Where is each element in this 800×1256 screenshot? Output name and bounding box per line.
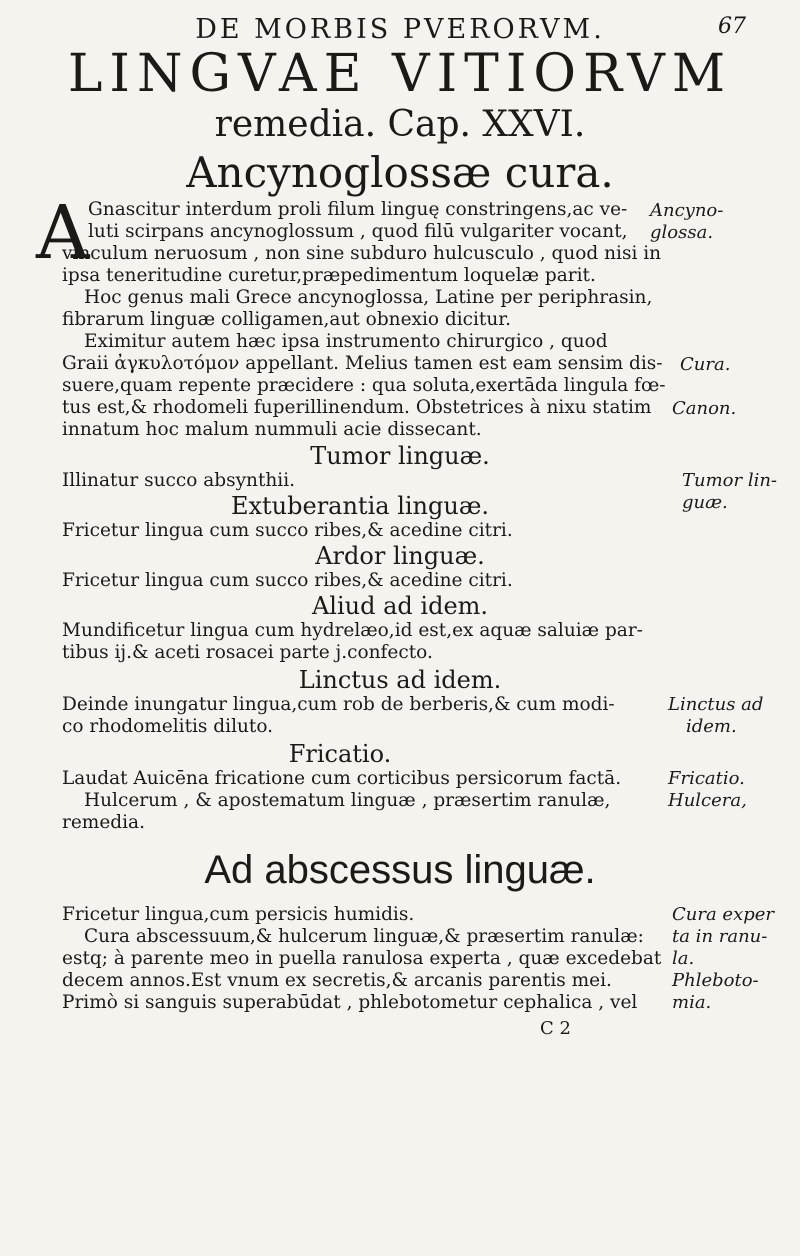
page-header [0,6,800,46]
text-line: Mundificetur lingua cum hydrelæo,id est,ex aquæ saluiæ par- [62,620,643,641]
subheading: Aliud ad idem. [311,592,489,620]
section-title: Ancynoglossæ cura. [186,148,614,197]
margin-note: glossa. [650,222,714,243]
margin-note: Cura exper [672,904,775,925]
text-line: Gnascitur interdum proli filum linguę constringens,ac ve- [88,199,628,220]
subheading-large: Ad abscessus linguæ. [204,848,596,892]
margin-note: Hulcera, [668,790,747,811]
text-line: Graii ἀγκυλοτόμον appellant. Melius tamen est eam sensim dis- [62,353,663,374]
margin-note: guæ. [682,492,728,513]
subheading: Fricatio. [288,740,392,768]
text-line: Illinatur succo absynthii. [62,470,296,491]
margin-note: mia. [672,992,712,1013]
chapter-subtitle: remedia. Cap. XXVI. [214,104,586,145]
text-line: Hoc genus mali Grece ancynoglossa, Latine per periphrasin, [84,287,653,308]
margin-note: Cura. [680,354,731,375]
subheading: Extuberantia linguæ. [230,492,490,520]
text-line: Primò si sanguis superabūdat , phlebotometur cephalica , vel [62,992,638,1013]
text-line: tibus ij.& aceti rosacei parte j.confecto. [62,642,433,663]
text-line: Fricetur lingua,cum persicis humidis. [62,904,415,925]
text-line: estq; à parente meo in puella ranulosa experta , quæ excedebat [62,948,662,969]
text-line: fibrarum linguæ colligamen,aut obnexio dicitur. [62,309,511,330]
drop-cap: A [36,190,90,276]
text-line: remedia. [62,812,145,833]
running-title: DE MORBIS PVERORVM. [195,14,605,45]
text-line: Fricetur lingua cum succo ribes,& acedine citri. [62,520,513,541]
signature-mark: C 2 [540,1018,571,1039]
text-line: vinculum neruosum , non sine subduro hulcusculo , quod nisi in [62,243,662,264]
text-line: co rhodomelitis diluto. [62,716,274,737]
margin-note: Linctus ad [668,694,764,715]
subheading: Linctus ad idem. [298,666,502,694]
margin-note: Fricatio. [668,768,745,789]
text-line: innatum hoc malum nummuli acie dissecant. [62,419,482,440]
text-line: ipsa teneritudine curetur,præpedimentum loquelæ parit. [62,265,596,286]
margin-note: Tumor lin- [682,470,778,491]
text-line: luti scirpans ancynoglossum , quod filū vulgariter vocant, [88,221,628,242]
text-line: Cura abscessuum,& hulcerum linguæ,& præsertim ranulæ: [84,926,644,947]
margin-note: Canon. [672,398,737,419]
text-line: Laudat Auicēna fricatione cum corticibus persicorum factā. [62,768,622,789]
text-line: Deinde inungatur lingua,cum rob de berberis,& cum modi- [62,694,615,715]
text-line: Eximitur autem hæc ipsa instrumento chirurgico , quod [84,331,608,352]
margin-note: idem. [686,716,737,737]
text-line: Fricetur lingua cum succo ribes,& acedine citri. [62,570,513,591]
margin-note: la. [672,948,695,969]
text-line: Hulcerum , & apostematum linguæ , præsertim ranulæ, [84,790,611,811]
text-line: decem annos.Est vnum ex secretis,& arcanis parentis mei. [62,970,612,991]
margin-note: ta in ranu- [672,926,768,947]
text-line: tus est,& rhodomeli fuperillinendum. Obstetrices à nixu statim [62,397,652,418]
chapter-title: LINGVAE VITIORVM [67,44,733,104]
subheading: Ardor linguæ. [315,542,485,570]
margin-note: Ancyno- [650,200,724,221]
page-number: 67 [718,14,746,39]
subheading: Tumor linguæ. [310,442,490,470]
text-line: suere,quam repente præcidere : qua soluta,exertāda lingula fœ- [62,375,666,396]
margin-note: Phleboto- [672,970,759,991]
